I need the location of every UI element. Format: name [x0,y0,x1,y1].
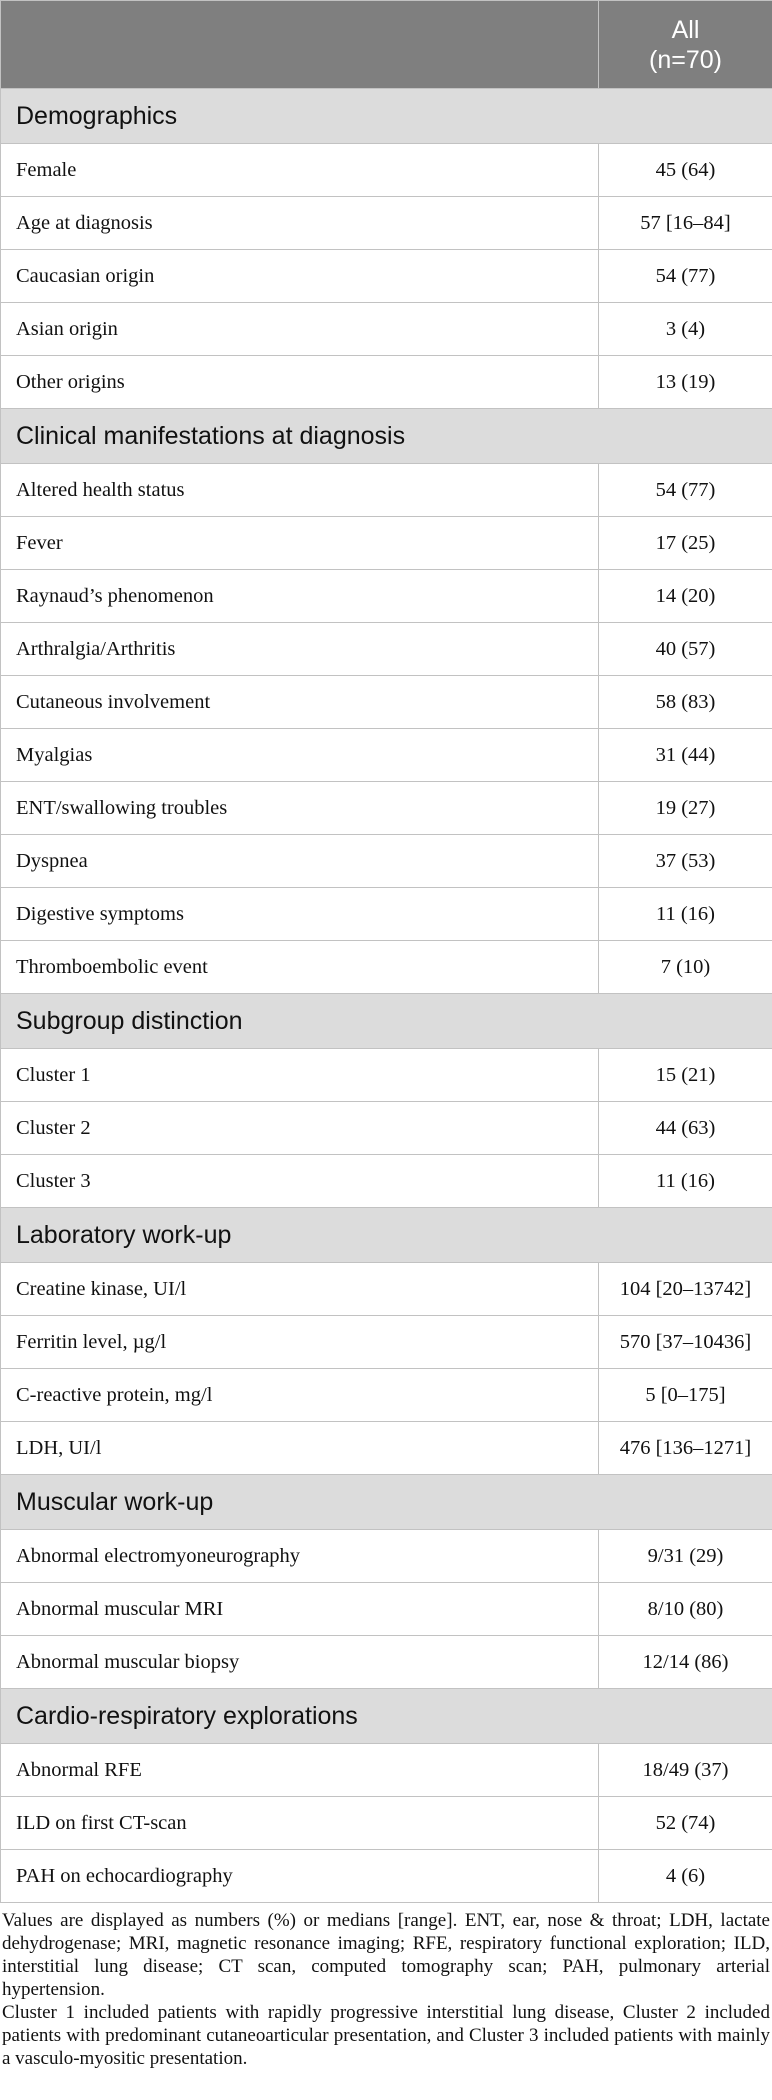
row-value: 570 [37–10436] [599,1316,772,1369]
row-value: 476 [136–1271] [599,1422,772,1475]
row-label: Asian origin [1,303,599,356]
row-label: Cluster 3 [1,1155,599,1208]
row-value: 4 (6) [599,1850,772,1903]
table-row [1,303,772,356]
row-label: Dyspnea [1,835,599,888]
header-all-cell [599,1,772,89]
row-value: 15 (21) [599,1049,772,1102]
row-value: 12/14 (86) [599,1636,772,1689]
row-value: 11 (16) [599,888,772,941]
section-title: Demographics [1,89,772,144]
table-row [1,676,772,729]
row-label: Abnormal RFE [1,1744,599,1797]
row-label: C-reactive protein, mg/l [1,1369,599,1422]
row-value: 13 (19) [599,356,772,409]
row-label: Abnormal muscular biopsy [1,1636,599,1689]
row-value: 104 [20–13742] [599,1263,772,1316]
row-value: 57 [16–84] [599,197,772,250]
section-row [1,1475,772,1530]
row-label: Abnormal muscular MRI [1,1583,599,1636]
table-row [1,888,772,941]
footnote-abbreviations: Values are displayed as numbers (%) or medians [range]. ENT, ear, nose & throat; LDH, lactate dehydrogenase; MRI, magnetic resonance imaging; RFE, respiratory functional exploration; ILD, interstitial lung disease; CT scan, computed tomography scan; PAH, pulmonary arterial hypertension. [2,1910,770,2000]
row-label: Creatine kinase, UI/l [1,1263,599,1316]
header-label-cell [1,1,599,89]
row-value: 8/10 (80) [599,1583,772,1636]
row-label: Thromboembolic event [1,941,599,994]
row-value: 9/31 (29) [599,1530,772,1583]
row-value: 5 [0–175] [599,1369,772,1422]
row-value: 44 (63) [599,1102,772,1155]
row-label: PAH on echocardiography [1,1850,599,1903]
section-row [1,1208,772,1263]
table-row [1,356,772,409]
row-label: LDH, UI/l [1,1422,599,1475]
section-row [1,89,772,144]
table-row [1,729,772,782]
section-title: Laboratory work-up [1,1208,772,1263]
table-row [1,1263,772,1316]
row-label: Arthralgia/Arthritis [1,623,599,676]
row-label: Fever [1,517,599,570]
footnote-clusters: Cluster 1 included patients with rapidly progressive interstitial lung disease, Cluster 2 included patients with predominant cutaneoarticular presentation, and Cluster 3 included patients with mainly a vasculo-myositic presentation. [2,2002,770,2069]
table-row [1,1530,772,1583]
row-label: Abnormal electromyoneurography [1,1530,599,1583]
table-row [1,464,772,517]
table-row [1,250,772,303]
section-title: Muscular work-up [1,1475,772,1530]
table-row [1,623,772,676]
table-row [1,144,772,197]
row-value: 14 (20) [599,570,772,623]
header-all-label: All [671,15,700,44]
row-label: Cutaneous involvement [1,676,599,729]
table-row [1,1422,772,1475]
table-row [1,1850,772,1903]
section-title: Subgroup distinction [1,994,772,1049]
table-row [1,1797,772,1850]
row-value: 54 (77) [599,464,772,517]
row-value: 37 (53) [599,835,772,888]
row-value: 31 (44) [599,729,772,782]
table-row [1,1102,772,1155]
table-row [1,1583,772,1636]
row-value: 40 (57) [599,623,772,676]
row-label: Female [1,144,599,197]
row-label: Ferritin level, µg/l [1,1316,599,1369]
row-value: 58 (83) [599,676,772,729]
row-value: 11 (16) [599,1155,772,1208]
table-row [1,197,772,250]
section-row [1,994,772,1049]
header-n-label: (n=70) [649,45,722,74]
table-row [1,782,772,835]
table-row [1,1155,772,1208]
row-label: Cluster 1 [1,1049,599,1102]
table-row [1,1049,772,1102]
row-value: 7 (10) [599,941,772,994]
section-title: Cardio-respiratory explorations [1,1689,772,1744]
table-row [1,517,772,570]
table-row [1,1744,772,1797]
table-row [1,941,772,994]
row-label: Other origins [1,356,599,409]
row-value: 3 (4) [599,303,772,356]
row-value: 18/49 (37) [599,1744,772,1797]
row-label: Caucasian origin [1,250,599,303]
section-row [1,1689,772,1744]
row-label: Altered health status [1,464,599,517]
row-label: Digestive symptoms [1,888,599,941]
table-row [1,1369,772,1422]
section-title: Clinical manifestations at diagnosis [1,409,772,464]
table-row [1,1636,772,1689]
table-header-row [1,1,772,89]
row-label: Cluster 2 [1,1102,599,1155]
row-label: Raynaud’s phenomenon [1,570,599,623]
row-value: 54 (77) [599,250,772,303]
row-label: Myalgias [1,729,599,782]
row-label: ENT/swallowing troubles [1,782,599,835]
row-label: ILD on first CT-scan [1,1797,599,1850]
row-value: 19 (27) [599,782,772,835]
table-row [1,570,772,623]
table-row [1,1316,772,1369]
table-footnote [0,1903,772,2070]
table-body [1,89,772,1903]
row-label: Age at diagnosis [1,197,599,250]
table-row [1,835,772,888]
row-value: 45 (64) [599,144,772,197]
section-row [1,409,772,464]
row-value: 52 (74) [599,1797,772,1850]
row-value: 17 (25) [599,517,772,570]
